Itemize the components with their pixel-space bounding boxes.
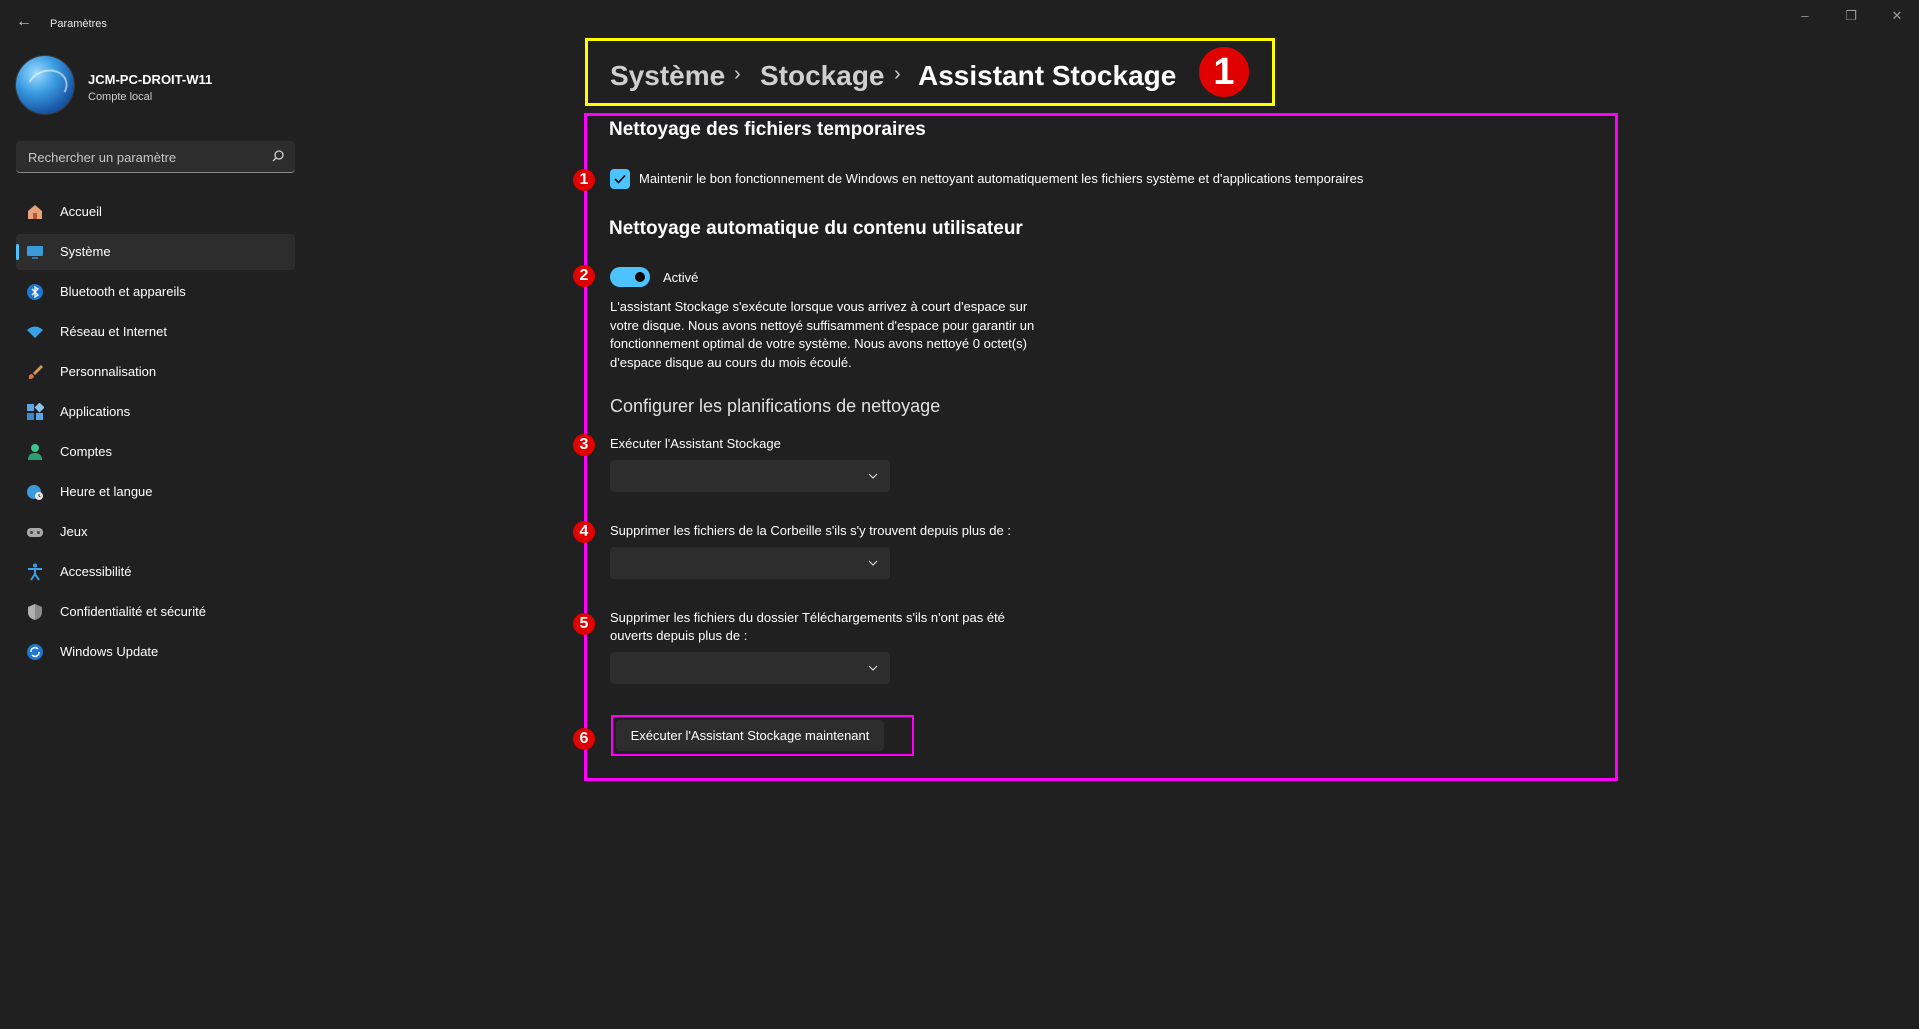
sidebar-item-systeme[interactable] — [16, 234, 295, 270]
sidebar-item-bluetooth[interactable] — [16, 274, 295, 310]
chevron-down-icon — [868, 472, 878, 480]
downloads-label-line2: ouverts depuis plus de : — [610, 628, 748, 643]
temp-files-checkbox[interactable] — [610, 169, 630, 189]
apps-icon — [26, 403, 44, 421]
checkmark-icon — [613, 172, 627, 186]
sidebar-item-label: Réseau et Internet — [60, 324, 167, 339]
chevron-down-icon — [868, 559, 878, 567]
breadcrumb-highlight — [585, 38, 1275, 106]
annotation-badge: 2 — [573, 265, 595, 287]
back-arrow-icon[interactable]: ← — [16, 13, 32, 30]
section-title-auto-cleanup: Nettoyage automatique du contenu utilisateur — [609, 218, 1023, 239]
downloads-dropdown[interactable] — [610, 652, 890, 684]
sidebar-item-label: Jeux — [60, 524, 88, 539]
breadcrumb-item-systeme[interactable]: Système — [610, 60, 726, 91]
sidebar-item-label: Accessibilité — [60, 564, 132, 579]
breadcrumb-item-stockage[interactable]: Stockage — [760, 60, 885, 91]
sidebar-item-label: Applications — [60, 404, 131, 419]
annotation-badge: 1 — [1199, 47, 1249, 97]
sidebar-item-jeux[interactable] — [16, 514, 295, 550]
sidebar-item-comptes[interactable] — [16, 434, 295, 470]
toggle-state-label: Activé — [663, 270, 699, 285]
app-title: Paramètres — [50, 18, 107, 30]
refresh-icon — [26, 643, 44, 661]
sidebar-item-label: Windows Update — [60, 644, 159, 659]
bluetooth-icon — [26, 283, 44, 301]
schedule-subtitle: Configurer les planifications de nettoyage — [610, 396, 941, 416]
toggle-knob — [635, 272, 645, 282]
temp-files-checkbox-label: Maintenir le bon fonctionnement de Windows en nettoyant automatiquement les fichiers système et d'applications temporaires — [639, 171, 1364, 186]
sidebar-item-reseau[interactable] — [16, 314, 295, 350]
minimize-icon[interactable]: – — [1801, 8, 1809, 23]
search-box — [16, 141, 295, 173]
run-schedule-dropdown[interactable] — [610, 460, 890, 492]
globe-clock-icon — [26, 483, 44, 501]
gamepad-icon — [26, 523, 44, 541]
close-icon[interactable]: ✕ — [1891, 8, 1903, 23]
shield-icon — [26, 603, 44, 621]
sidebar-item-label: Heure et langue — [60, 484, 153, 499]
brush-icon — [26, 363, 44, 381]
wifi-icon — [26, 323, 44, 341]
profile-account-type: Compte local — [88, 91, 153, 103]
sidebar-item-heure[interactable] — [16, 474, 295, 510]
avatar — [16, 56, 74, 114]
page-title: Assistant Stockage — [918, 60, 1177, 91]
annotation-badge: 4 — [573, 521, 595, 543]
annotation-badge: 6 — [573, 728, 595, 750]
run-schedule-label: Exécuter l'Assistant Stockage — [610, 436, 781, 451]
home-icon — [26, 203, 44, 221]
person-icon — [26, 443, 44, 461]
storage-sense-description: L'assistant Stockage s'exécute lorsque vous arrivez à court d'espace sur votre disque. Nous avons nettoyé suffisamment d'espace pour garantir un fonctionnement optimal de votre système. Nous avons nettoyé 0 octet(s) d'espace disque au cours du mois écoulé. — [610, 299, 1035, 370]
run-now-button[interactable]: Exécuter l'Assistant Stockage maintenant — [616, 720, 884, 751]
search-icon[interactable] — [271, 149, 285, 163]
annotation-badge: 5 — [573, 613, 595, 635]
annotation-badge: 1 — [573, 169, 595, 191]
sidebar-item-confidentialite[interactable] — [16, 594, 295, 630]
sidebar-item-personnalisation[interactable] — [16, 354, 295, 390]
sidebar-item-label: Bluetooth et appareils — [60, 284, 186, 299]
sidebar-item-label: Accueil — [60, 204, 102, 219]
sidebar-item-windows-update[interactable] — [16, 634, 295, 670]
profile-name: JCM-PC-DROIT-W11 — [88, 72, 213, 87]
sidebar-nav — [16, 194, 295, 674]
chevron-right-icon: › — [894, 63, 901, 85]
sidebar-item-label: Système — [60, 244, 111, 259]
storage-sense-toggle[interactable] — [610, 267, 650, 287]
annotation-badge: 3 — [573, 434, 595, 456]
search-input[interactable] — [26, 141, 270, 173]
sidebar-item-applications[interactable] — [16, 394, 295, 430]
restore-icon[interactable]: ❐ — [1845, 8, 1857, 23]
system-display-icon — [26, 243, 44, 261]
chevron-right-icon: › — [734, 63, 741, 85]
sidebar-item-label: Confidentialité et sécurité — [60, 604, 206, 619]
sidebar-item-accueil[interactable] — [16, 194, 295, 230]
chevron-down-icon — [868, 664, 878, 672]
sidebar-item-label: Comptes — [60, 444, 113, 459]
sidebar-item-label: Personnalisation — [60, 364, 157, 379]
downloads-label-line1: Supprimer les fichiers du dossier Téléchargements s'ils n'ont pas été — [610, 610, 1005, 625]
accessibility-icon — [26, 563, 44, 581]
recycle-bin-label: Supprimer les fichiers de la Corbeille s'ils s'y trouvent depuis plus de : — [610, 523, 1011, 538]
recycle-bin-dropdown[interactable] — [610, 547, 890, 579]
section-title-temp-files: Nettoyage des fichiers temporaires — [609, 119, 926, 140]
sidebar-item-accessibilite[interactable] — [16, 554, 295, 590]
